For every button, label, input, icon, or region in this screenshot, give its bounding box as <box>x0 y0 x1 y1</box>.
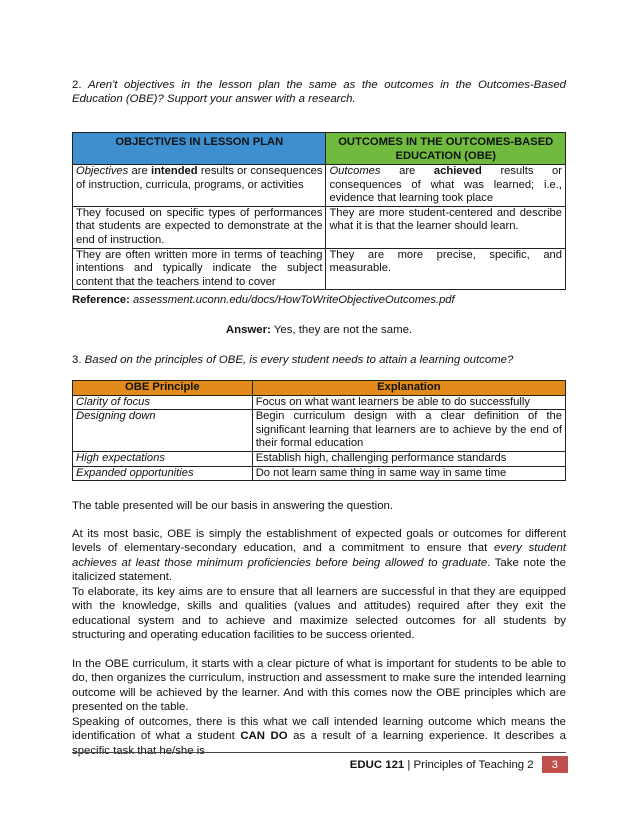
footer-divider <box>72 752 566 753</box>
table-row <box>73 206 566 248</box>
paragraph-text: At its most basic, OBE is simply the establishment of expected goals or outcomes for different levels of elementary-secondary education, and a commitment to ensure that <box>72 528 566 555</box>
objectives-vs-outcomes-table <box>72 132 566 290</box>
principle-cell: Clarity of focus <box>73 395 253 410</box>
paragraph-basis: The table presented will be our basis in answering the question. <box>72 500 394 512</box>
explanation-cell: Focus on what want learners be able to do successfully <box>252 395 565 410</box>
table1-header-outcomes: OUTCOMES IN THE OUTCOMES-BASED EDUCATION (OBE) <box>326 133 566 165</box>
table1-header-objectives: OBJECTIVES IN LESSON PLAN <box>73 133 326 165</box>
term-outcomes: Outcomes <box>329 165 381 177</box>
table1-cell: They focused on specific types of performances that students are expected to demonstrate at the end of instruction. <box>73 206 326 248</box>
principle-cell: Designing down <box>73 410 253 452</box>
table-row <box>73 165 566 207</box>
table2-header-row <box>73 381 566 396</box>
paragraph-text: Speaking of outcomes, there is this what we call intended learning outcome which means the identification of what a student <box>72 716 566 743</box>
footer-separator: | <box>404 759 414 771</box>
table1-cell <box>326 165 566 207</box>
answer-label: Answer: <box>225 324 271 336</box>
can-do-emphasis: CAN DO <box>240 730 288 743</box>
table-row <box>73 466 566 481</box>
answer-text: Yes, they are not the same. <box>273 324 413 336</box>
question-3-text: Based on the principles of OBE, is every student needs to attain a learning outcome? <box>84 354 514 366</box>
paragraph-curriculum: In the OBE curriculum, it starts with a clear picture of what is important for students to be able to do, then organizes the curriculum, instruction and assessment to make sure the intended learning outcome will be achieved by the learner. And with this comes now the OBE principles which are presented on the table. <box>72 658 566 714</box>
paragraph-key-aims: To elaborate, its key aims are to ensure that all learners are successful in that they are equipped with the knowledge, skills and qualities (values and attitudes) required after they exit the educational system and to achieve and maximize selected outcomes for all students by structuring and operating education facilities to be success oriented. <box>72 586 566 642</box>
principle-cell: Expanded opportunities <box>73 466 253 481</box>
footer-text <box>350 756 542 773</box>
table1-cell: They are often written more in terms of teaching intentions and typically indicate the subject content that the teachers intend to cover <box>73 248 326 290</box>
term-intended: intended <box>150 165 198 177</box>
table2-header-explanation: Explanation <box>252 381 565 396</box>
answer <box>0 324 638 336</box>
table2-header-principle: OBE Principle <box>73 381 253 396</box>
explanation-cell: Do not learn same thing in same way in same time <box>252 466 565 481</box>
table1-cell <box>73 165 326 207</box>
question-3-number: 3. <box>72 354 82 366</box>
table-row <box>73 451 566 466</box>
explanation-cell: Establish high, challenging performance standards <box>252 451 565 466</box>
question-3 <box>72 353 566 367</box>
table-row <box>73 248 566 290</box>
italicized-statement: every student achieves at least those minimum proficiencies before being allowed to graduate <box>72 542 566 569</box>
reference-source: assessment.uconn.edu/docs/HowToWriteObjectiveOutcomes.pdf <box>132 294 455 306</box>
paragraph-obe-definition <box>72 527 566 585</box>
table-row <box>73 395 566 410</box>
table1-cell: They are more precise, specific, and measurable. <box>326 248 566 290</box>
course-code: EDUC 121 <box>349 759 405 771</box>
cell-text: are <box>128 165 151 177</box>
explanation-cell: Begin curriculum design with a clear definition of the significant learning that learners are to achieve by the end of their formal education <box>252 410 565 452</box>
term-objectives: Objectives <box>76 165 129 177</box>
page-number: 3 <box>542 756 568 773</box>
course-title: Principles of Teaching 2 <box>413 759 534 771</box>
cell-text: results or consequences of instruction, curricula, programs, or activities <box>76 165 323 191</box>
table1-cell: They are more student-centered and describe what it is that the learner should learn. <box>326 206 566 248</box>
question-2-text: Aren't objectives in the lesson plan the same as the outcomes in the Outcomes-Based Education (OBE)? Support your answer with a research. <box>72 79 566 106</box>
reference <box>72 294 455 306</box>
reference-label: Reference: <box>72 294 130 306</box>
question-2 <box>72 78 566 107</box>
term-achieved: achieved <box>433 165 482 177</box>
question-2-number: 2. <box>72 79 82 91</box>
principle-cell: High expectations <box>73 451 253 466</box>
cell-text: are <box>380 165 434 177</box>
paragraph-text: . Take note the italicized statement. <box>72 556 566 584</box>
obe-principles-table <box>72 380 566 481</box>
table-row <box>73 410 566 452</box>
cell-text: results or consequences of what was learned; i.e., evidence that learning took place <box>329 165 562 205</box>
table1-header-row <box>73 133 566 165</box>
page-footer <box>350 756 568 773</box>
paragraph-text: as a result of a learning experience. It describes a specific task that he/she is <box>72 730 566 757</box>
